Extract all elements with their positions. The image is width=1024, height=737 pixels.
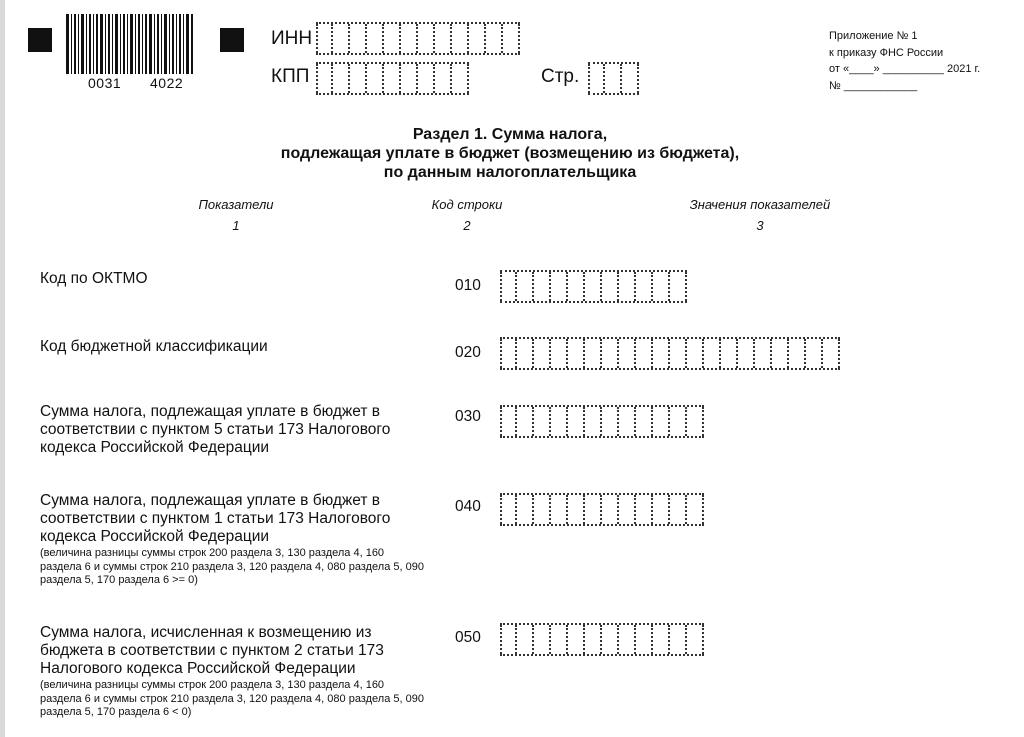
character-cell[interactable] [622,64,639,93]
character-cell[interactable] [636,495,653,524]
character-cell[interactable] [486,24,503,53]
character-cell[interactable] [568,495,585,524]
character-cell[interactable] [806,339,823,368]
character-cell[interactable] [653,272,670,301]
indicator-label: Сумма налога, подлежащая уплате в бюджет в соответствии с пунктом 1 статьи 173 Налогового кодекса Российской Федерации [40,492,391,545]
character-cell[interactable] [534,625,551,654]
page-edge [0,0,5,737]
character-cell[interactable] [469,24,486,53]
character-cell[interactable] [333,64,350,93]
page-number-field[interactable] [588,62,639,95]
inn-field[interactable] [316,22,520,55]
character-cell[interactable] [435,24,452,53]
column-number-2: 2 [463,218,471,233]
line-code-020: 020 [455,344,481,361]
character-cell[interactable] [568,272,585,301]
character-cell[interactable] [605,64,622,93]
character-cell[interactable] [401,24,418,53]
appendix-note [829,28,980,94]
character-cell[interactable] [500,407,517,436]
character-cell[interactable] [738,339,755,368]
tax-030-field[interactable] [500,405,704,438]
character-cell[interactable] [670,625,687,654]
column-header-indicators: Показатели [198,197,274,212]
character-cell[interactable] [602,339,619,368]
character-cell[interactable] [653,625,670,654]
oktmo-field[interactable] [500,270,687,303]
character-cell[interactable] [585,407,602,436]
character-cell[interactable] [789,339,806,368]
character-cell[interactable] [721,339,738,368]
section-title-line-1: Раздел 1. Сумма налога, [412,126,608,143]
character-cell[interactable] [636,272,653,301]
character-cell[interactable] [585,272,602,301]
character-cell[interactable] [619,272,636,301]
inn-label: ИНН [271,28,313,49]
character-cell[interactable] [384,24,401,53]
character-cell[interactable] [534,495,551,524]
character-cell[interactable] [551,407,568,436]
character-cell[interactable] [534,407,551,436]
character-cell[interactable] [316,24,333,53]
appendix-line-4: № ____________ [829,79,918,92]
character-cell[interactable] [503,24,520,53]
character-cell[interactable] [551,339,568,368]
character-cell[interactable] [823,339,840,368]
appendix-line-3: от «____» __________ 2021 г. [829,63,981,75]
character-cell[interactable] [333,24,350,53]
character-cell[interactable] [602,625,619,654]
kbk-field[interactable] [500,337,840,370]
character-cell[interactable] [517,625,534,654]
column-number-1: 1 [232,218,240,233]
character-cell[interactable] [500,495,517,524]
character-cell[interactable] [619,339,636,368]
indicator-tax-040 [40,492,425,588]
character-cell[interactable] [636,407,653,436]
line-code-030: 030 [455,408,481,425]
character-cell[interactable] [500,625,517,654]
character-cell[interactable] [585,339,602,368]
character-cell[interactable] [517,272,534,301]
character-cell[interactable] [452,64,469,93]
character-cell[interactable] [367,64,384,93]
character-cell[interactable] [418,24,435,53]
character-cell[interactable] [418,64,435,93]
character-cell[interactable] [517,339,534,368]
character-cell[interactable] [670,272,687,301]
column-header-line-code: Код строки [431,197,503,212]
barcode-image [64,14,194,74]
indicator-tax-030 [40,403,425,457]
character-cell[interactable] [670,407,687,436]
character-cell[interactable] [619,407,636,436]
indicator-note: (величина разницы суммы строк 200 раздела 3, 130 раздела 4, 160 раздела 6 и суммы строк 210 раздела 3, 120 раздела 4, 080 раздела 5, 090 раздела 5, 170 раздела 6 >= 0) [40,547,424,586]
character-cell[interactable] [551,272,568,301]
section-title-line-2: подлежащая уплате в бюджет (возмещению из бюджета), [280,145,740,162]
character-cell[interactable] [568,625,585,654]
character-cell[interactable] [585,625,602,654]
character-cell[interactable] [384,64,401,93]
character-cell[interactable] [755,339,772,368]
character-cell[interactable] [551,625,568,654]
character-cell[interactable] [316,64,333,93]
indicator-label: Код бюджетной классификации [40,338,268,355]
character-cell[interactable] [534,339,551,368]
page-label: Стр. [541,66,580,87]
character-cell[interactable] [602,407,619,436]
character-cell[interactable] [670,495,687,524]
indicator-label: Сумма налога, исчисленная к возмещению из бюджета в соответствии с пунктом 2 статьи 173 Налогового кодекса Российской Федерации [40,624,384,677]
character-cell[interactable] [350,64,367,93]
registration-marker-right [220,28,244,52]
tax-050-field[interactable] [500,623,704,656]
character-cell[interactable] [602,495,619,524]
appendix-line-1: Приложение № 1 [829,30,918,42]
character-cell[interactable] [452,24,469,53]
line-code-040: 040 [455,498,481,515]
barcode-number-left: 0031 [88,75,122,91]
character-cell[interactable] [435,64,452,93]
character-cell[interactable] [367,24,384,53]
line-code-050: 050 [455,629,481,646]
indicator-label: Сумма налога, подлежащая уплате в бюджет в соответствии с пунктом 5 статьи 173 Налогового кодекса Российской Федерации [40,403,391,456]
character-cell[interactable] [551,495,568,524]
indicator-tax-050 [40,624,425,720]
character-cell[interactable] [588,64,605,93]
barcode-number-right: 4022 [150,75,184,91]
character-cell[interactable] [568,407,585,436]
character-cell[interactable] [500,272,517,301]
character-cell[interactable] [500,339,517,368]
section-title-line-3: по данным налогоплательщика [383,164,637,181]
registration-marker-left [28,28,52,52]
kpp-label: КПП [271,66,310,87]
character-cell[interactable] [401,64,418,93]
line-code-010: 010 [455,277,481,294]
character-cell[interactable] [517,495,534,524]
appendix-line-2: к приказу ФНС России [829,46,944,59]
indicator-note: (величина разницы суммы строк 200 раздела 3, 130 раздела 4, 160 раздела 6 и суммы строк 210 раздела 3, 120 раздела 4, 080 раздела 5, 090 раздела 5, 170 раздела 6 < 0) [40,679,424,718]
indicator-oktmo [40,270,425,288]
character-cell[interactable] [687,495,704,524]
character-cell[interactable] [687,339,704,368]
character-cell[interactable] [517,407,534,436]
character-cell[interactable] [568,339,585,368]
character-cell[interactable] [670,339,687,368]
character-cell[interactable] [687,407,704,436]
character-cell[interactable] [636,339,653,368]
character-cell[interactable] [704,339,721,368]
indicator-kbk [40,338,425,356]
character-cell[interactable] [619,625,636,654]
character-cell[interactable] [636,625,653,654]
section-title [200,125,820,182]
character-cell[interactable] [653,495,670,524]
tax-040-field[interactable] [500,493,704,526]
character-cell[interactable] [653,407,670,436]
character-cell[interactable] [687,625,704,654]
character-cell[interactable] [350,24,367,53]
indicator-label: Код по ОКТМО [40,270,148,287]
character-cell[interactable] [585,495,602,524]
character-cell[interactable] [619,495,636,524]
character-cell[interactable] [602,272,619,301]
character-cell[interactable] [653,339,670,368]
character-cell[interactable] [534,272,551,301]
character-cell[interactable] [772,339,789,368]
column-header-values: Значения показателей [689,197,831,212]
column-number-3: 3 [756,218,764,233]
kpp-field[interactable] [316,62,469,95]
